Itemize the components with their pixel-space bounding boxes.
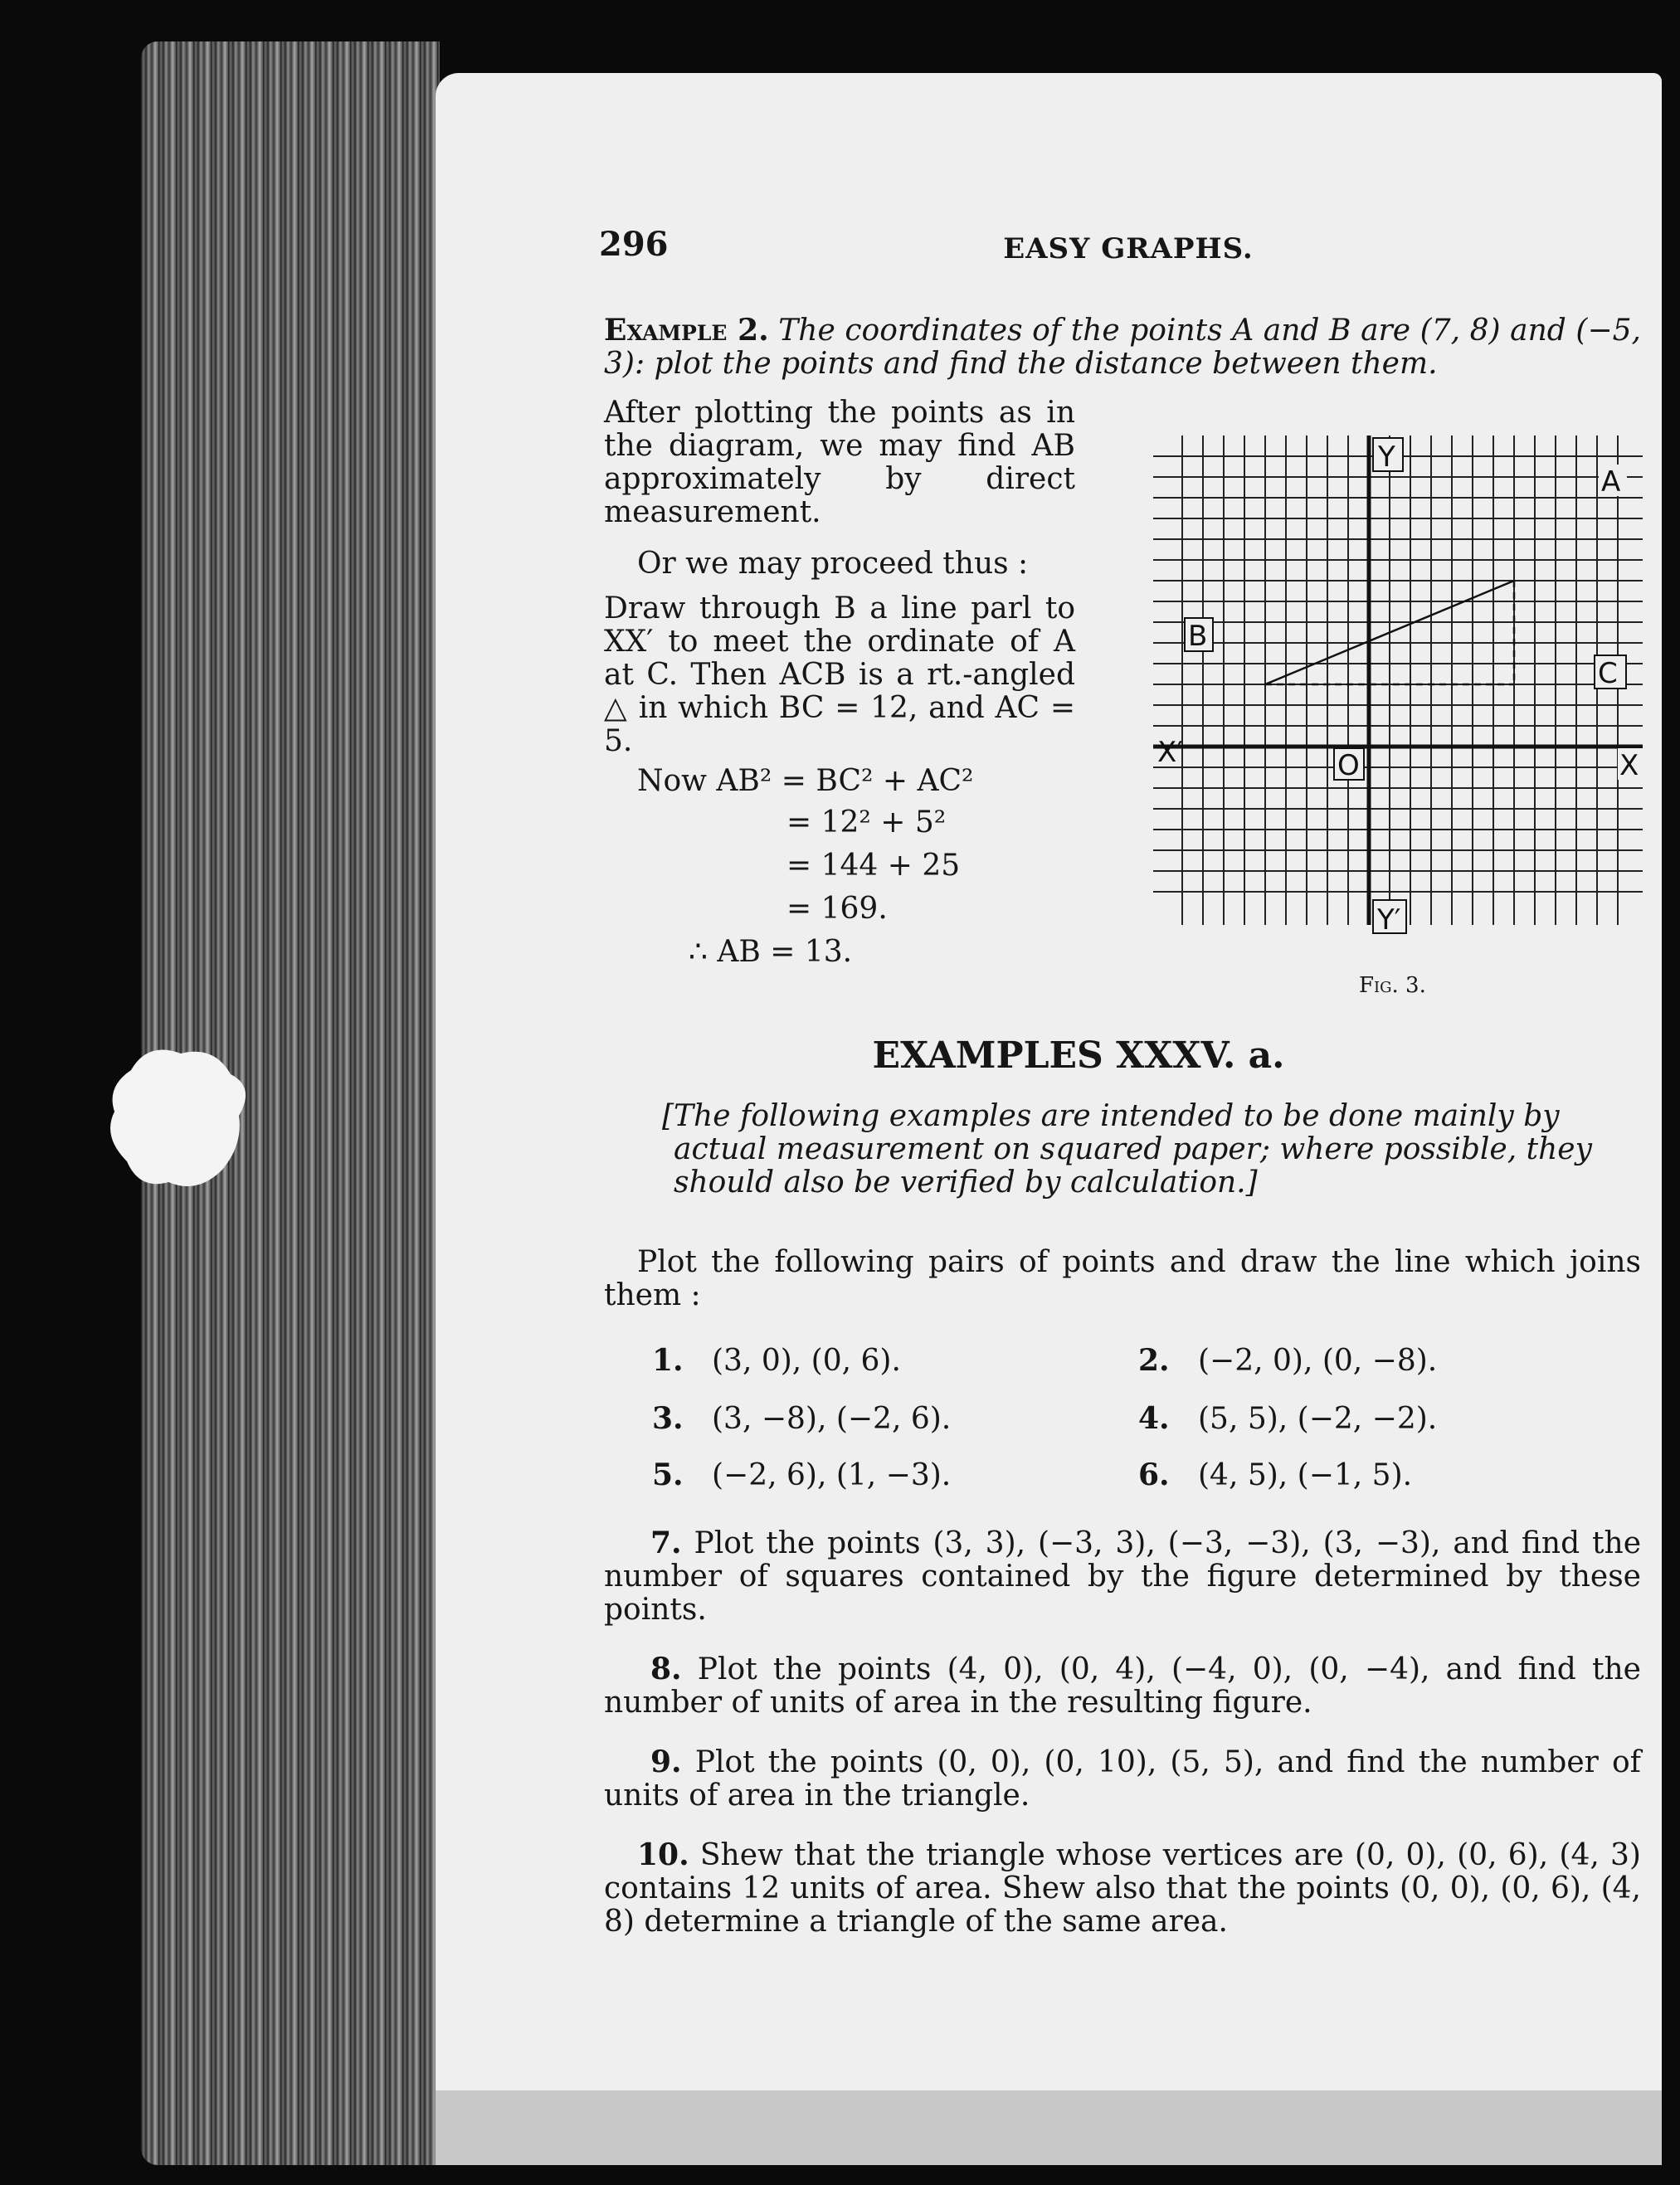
pair-coordinates: (3, −8), (−2, 6). [712,1402,952,1436]
exercise-heading: EXAMPLES XXXV. a. [872,1034,1285,1077]
pair-item [652,1458,951,1492]
exercise-text: Plot the points (0, 0), (0, 10), (5, 5), and find the number of units of area in the triangle. [604,1745,1641,1813]
label-y-prime: Y′ [1377,903,1401,937]
exercise-text: Plot the points (3, 3), (−3, 3), (−3, −3), (3, −3), and find the number of squares contained by the figure determined by these points. [604,1526,1641,1627]
exercise-note: [The following examples are intended to be done mainly by actual measurement on squared paper; where possible, they should also be verified by calculation.] [662,1099,1592,1200]
pair-item [1138,1344,1437,1378]
exercise-number: 8. [650,1652,682,1686]
label-c: C [1598,657,1618,690]
exercise-7 [604,1526,1641,1627]
page-bottom-margin [436,2090,1662,2165]
example-2 [604,314,1641,381]
grid-lines [1153,436,1643,925]
label-x-prime: X′ [1157,736,1184,769]
label-b: B [1188,620,1208,653]
equation-line-2: = 12² + 5² [786,805,947,839]
pair-item [1138,1402,1437,1436]
pair-number: 1. [652,1343,684,1378]
label-a: A [1601,465,1621,499]
exercise-10 [604,1838,1641,1939]
pair-coordinates: (5, 5), (−2, −2). [1198,1402,1438,1436]
exercise-number: 10. [637,1837,689,1872]
figure-caption: Fig. 3. [1359,973,1426,998]
label-y: Y [1378,440,1395,474]
pair-item [652,1344,901,1378]
paper-damage-blot [98,1037,264,1203]
label-x: X [1619,749,1639,782]
equation-line-4: = 169. [786,892,888,926]
exercise-text: Plot the points (4, 0), (0, 4), (−4, 0), (0, −4), and find the number of units of area in the resulting figure. [604,1652,1641,1720]
exercise-8 [604,1652,1641,1720]
equation-line-5: ∴ AB = 13. [689,935,853,969]
pair-number: 4. [1138,1401,1170,1436]
running-title: EASY GRAPHS. [1003,232,1254,265]
pair-coordinates: (−2, 6), (1, −3). [712,1458,952,1492]
pair-number: 5. [652,1457,684,1492]
pair-number: 6. [1138,1457,1170,1492]
coordinate-grid-figure [1153,423,1651,937]
exercise-intro: Plot the following pairs of points and draw the line which joins them : [604,1245,1641,1312]
pair-number: 3. [652,1401,684,1436]
explanation-paragraph-3: Draw through B a line parl to XX′ to meet the ordinate of A at C. Then ACB is a rt.-angled △ in which BC = 12, and AC = 5. [604,591,1075,758]
pair-coordinates: (−2, 0), (0, −8). [1198,1344,1438,1378]
pair-item [1138,1458,1412,1492]
pair-coordinates: (4, 5), (−1, 5). [1198,1458,1413,1492]
page-number: 296 [599,225,669,264]
equation-line-3: = 144 + 25 [786,849,961,883]
label-o: O [1337,749,1360,782]
pair-coordinates: (3, 0), (0, 6). [712,1344,901,1378]
equation-line-1: Now AB² = BC² + AC² [637,764,974,798]
example-statement: The coordinates of the points A and B are (7, 8) and (−5, 3): plot the points and find the distance between them. [604,314,1641,381]
explanation-paragraph-2: Or we may proceed thus : [637,547,1029,581]
exercise-number: 7. [650,1526,682,1560]
pair-item [652,1402,951,1436]
explanation-paragraph-1: After plotting the points as in the diagram, we may find AB approximately by direct measurement. [604,396,1075,529]
example-label: Example 2. [604,313,769,348]
exercise-9 [604,1745,1641,1813]
pair-number: 2. [1138,1343,1170,1378]
exercise-number: 9. [650,1745,682,1779]
exercise-text: Shew that the triangle whose vertices are (0, 0), (0, 6), (4, 3) contains 12 units of area. Shew also that the points (0, 0), (0, 6), (4, 8) determine a triangle of the same area. [604,1838,1641,1939]
